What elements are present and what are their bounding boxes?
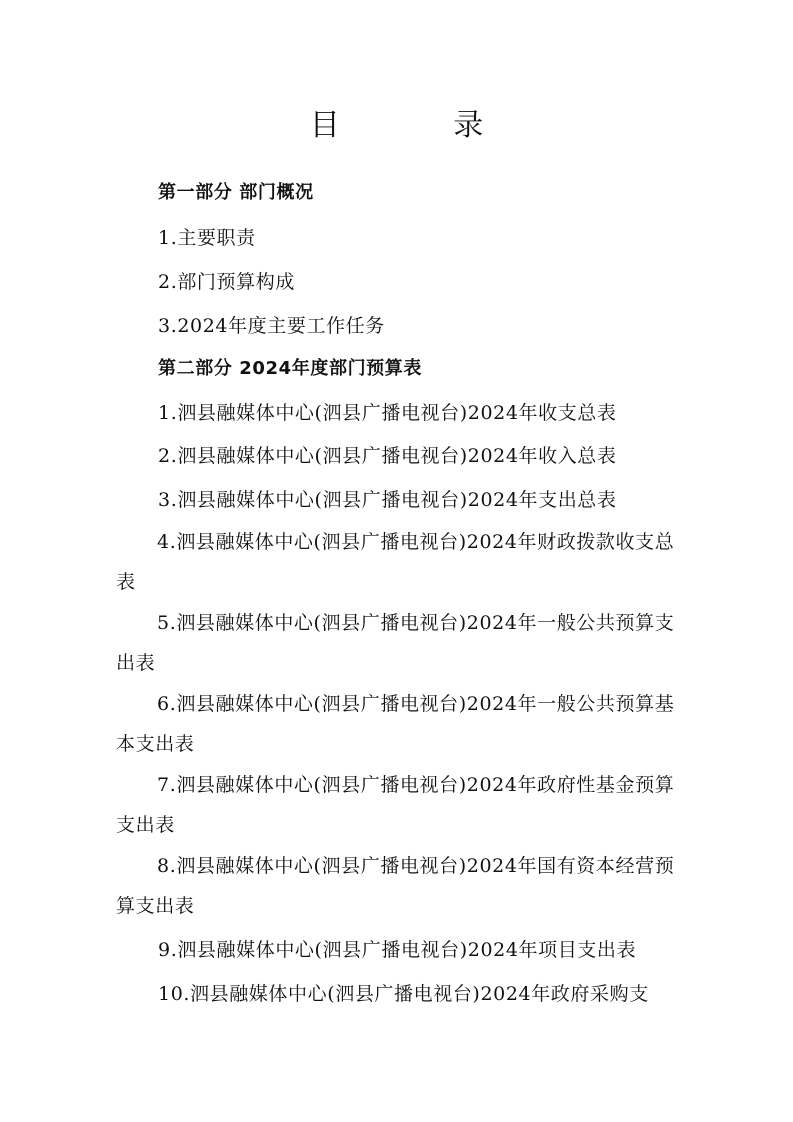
toc-title: 目 录 — [309, 108, 536, 143]
toc-item: 2.泗县融媒体中心(泗县广播电视台)2024年收入总表 — [158, 445, 617, 467]
part1-heading: 第一部分 部门概况 — [158, 182, 314, 203]
toc-item: 4.泗县融媒体中心(泗县广播电视台)2024年财政拨款收支总表 — [116, 531, 675, 593]
toc-item: 1.主要职责 — [158, 227, 256, 249]
toc-item: 3.泗县融媒体中心(泗县广播电视台)2024年支出总表 — [158, 489, 617, 511]
toc-item: 3.2024年度主要工作任务 — [158, 315, 385, 337]
toc-item: 9.泗县融媒体中心(泗县广播电视台)2024年项目支出表 — [158, 939, 637, 961]
toc-item: 7.泗县融媒体中心(泗县广播电视台)2024年政府性基金预算支出表 — [116, 774, 675, 836]
toc-item: 10.泗县融媒体中心(泗县广播电视台)2024年政府采购支 — [158, 983, 649, 1005]
toc-item: 1.泗县融媒体中心(泗县广播电视台)2024年收支总表 — [158, 402, 617, 424]
toc-item: 5.泗县融媒体中心(泗县广播电视台)2024年一般公共预算支出表 — [116, 612, 675, 674]
part2-heading: 第二部分 2024年度部门预算表 — [158, 358, 422, 379]
toc-item: 8.泗县融媒体中心(泗县广播电视台)2024年国有资本经营预算支出表 — [116, 855, 675, 917]
toc-item: 6.泗县融媒体中心(泗县广播电视台)2024年一般公共预算基本支出表 — [116, 693, 675, 755]
toc-item: 2.部门预算构成 — [158, 271, 295, 293]
